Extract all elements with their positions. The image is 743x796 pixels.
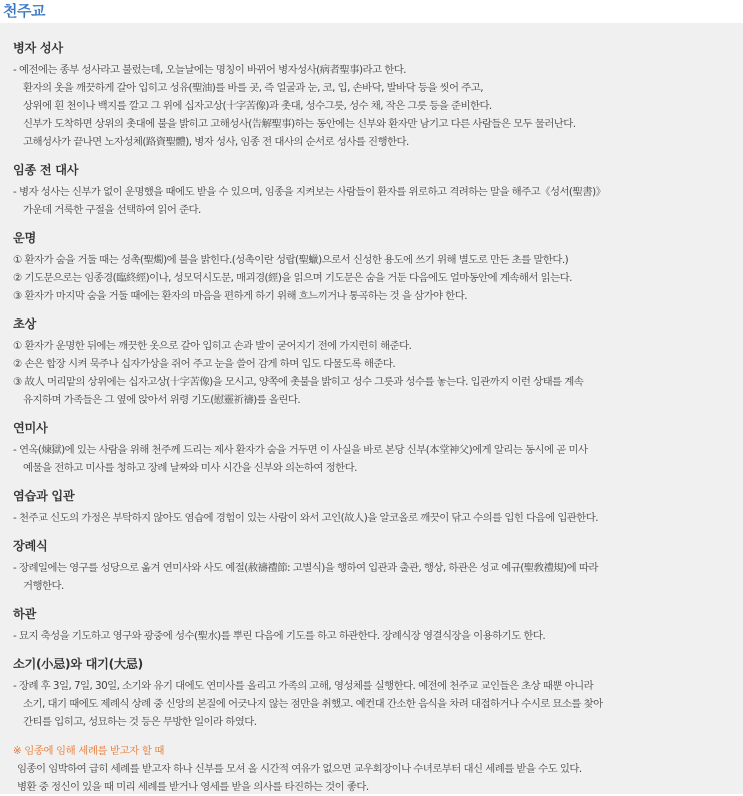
section (13, 40, 743, 151)
section-text-line: 유지하며 가족들은 그 옆에 앉아서 위령 기도(慰靈祈禱)를 올린다. (23, 394, 301, 406)
section-text-line: - 장례 후 3일, 7일, 30일, 소기와 유기 대에도 연미사를 올리고 가족의 고해, 영성체를 실행한다. 예전에 천주교 교인들은 초상 때뿐 아니라 (13, 680, 594, 692)
section (13, 488, 743, 527)
warning-body (13, 760, 743, 796)
content-panel (0, 23, 743, 794)
section-text-line: - 천주교 신도의 가정은 부탁하지 않아도 염습에 경험이 있는 사람이 와서 고인(故人)을 알코올로 깨끗이 닦고 수의를 입힌 다음에 입관한다. (13, 512, 599, 524)
section-text-line: 간티를 입히고, 성묘하는 것 등은 무방한 일이라 하였다. (23, 716, 257, 728)
section-title: 소기(小忌)와 대기(大忌) (13, 657, 143, 671)
section-text-line: - 예전에는 종부 성사라고 불렀는데, 오늘날에는 명칭이 바뀌어 병자성사(病者聖事)라고 한다. (13, 64, 406, 76)
section-text-line: 신부가 도착하면 상위의 촛대에 불을 밝히고 고해성사(告解聖事)하는 동안에는 신부와 환자만 남기고 다른 사람들은 모두 물러난다. (23, 118, 576, 130)
section-text-line: ② 기도문으로는 임종경(臨終經)이나, 성모덕시도문, 매괴경(經)을 읽으며 기도문은 숨을 거둔 다음에도 얼마동안에 계속해서 읽는다. (13, 272, 572, 284)
section-text-line: 환자의 옷을 깨끗하게 갈아 입히고 성유(聖油)를 바를 곳, 즉 얼굴과 눈, 코, 입, 손바닥, 발바닥 등을 씻어 주고, (23, 82, 484, 94)
section-text-line: 예물을 전하고 미사를 청하고 장례 날짜와 미사 시간을 신부와 의논하여 정한다. (23, 462, 357, 474)
page-title: 천주교 (3, 2, 45, 20)
warning-title: ※ 임종에 임해 세례를 받고자 할 때 (13, 745, 165, 757)
section-text-line: 고해성사가 끝나면 노자성체(路資聖體), 병자 성사, 임종 전 대사의 순서로 성사를 진행한다. (23, 136, 409, 148)
section-text-line: - 병자 성사는 신부가 없이 운명했을 때에도 받을 수 있으며, 임종을 지켜보는 사람들이 환자를 위로하고 격려하는 말을 해주고《성서(聖書)》 (13, 186, 606, 198)
section (13, 420, 743, 477)
section-text-line: 소기, 대기 때에도 제례식 상례 중 신앙의 본질에 어긋나지 않는 점만을 취했고. 예컨대 간소한 음식을 차려 대접하거나 수시로 묘소를 찾아 (23, 698, 603, 710)
section (13, 316, 743, 409)
section-text-line: - 묘지 축성을 기도하고 영구와 광중에 성수(聖水)를 뿌린 다음에 기도를 하고 하관한다. 장례식장 영결식장을 이용하기도 한다. (13, 630, 546, 642)
section (13, 656, 743, 731)
section-text-line: ③ 환자가 마지막 숨을 거둘 때에는 환자의 마음을 편하게 하기 위해 흐느끼거나 통곡하는 것 을 삼가야 한다. (13, 290, 468, 302)
section (13, 538, 743, 595)
section-text-line: ③ 故人 머리맡의 상위에는 십자고상(十字苦像)을 모시고, 양쪽에 촛불을 밝히고 성수 그릇과 성수를 놓는다. 입관까지 이런 상태를 계속 (13, 376, 584, 388)
sections-container (13, 40, 743, 731)
section-text-line: - 장례일에는 영구를 성당으로 옮겨 연미사와 사도 예절(赦禱禮節: 고별식)을 행하여 입관과 출관, 행상, 하관은 성교 예규(聖敎禮規)에 따라 (13, 562, 598, 574)
section-title: 연미사 (13, 421, 48, 435)
section-text-line: 가운데 거룩한 구절을 선택하여 읽어 준다. (23, 204, 201, 216)
section-text-line: 상위에 흰 천이나 백지를 깔고 그 위에 십자고상(十字苦像)과 촛대, 성수그릇, 성수 채, 작은 그릇 등을 준비한다. (23, 100, 492, 112)
section (13, 162, 743, 219)
section-title: 병자 성사 (13, 41, 63, 55)
section (13, 606, 743, 645)
section-title: 염습과 입관 (13, 489, 75, 503)
section-title: 하관 (13, 607, 36, 621)
section-text-line: - 연옥(煉獄)에 있는 사람을 위해 천주께 드리는 제사 환자가 숨을 거두면 이 사실을 바로 본당 신부(本堂神父)에게 알리는 동시에 곧 미사 (13, 444, 588, 456)
section-title: 장례식 (13, 539, 48, 553)
section-text-line: ② 손은 합장 시켜 묵주나 십자가상을 쥐어 주고 눈을 쓸어 감게 하며 입도 다물도록 해준다. (13, 358, 396, 370)
section-text-line: ① 환자가 숨을 거둘 때는 성촉(聖燭)에 불을 밝힌다.(성촉이란 성랍(聖蠟)으로서 신성한 용도에 쓰기 위해 별도로 만든 초를 말한다.) (13, 254, 569, 266)
section (13, 230, 743, 305)
section-text-line: ① 환자가 운명한 뒤에는 깨끗한 옷으로 갈아 입히고 손과 발이 굳어지기 전에 가지런히 해준다. (13, 340, 412, 352)
section-title: 초상 (13, 317, 36, 331)
warning-text-line: 임종이 임박하여 급히 세례를 받고자 하나 신부를 모셔 올 시간적 여유가 없으면 교우회장이나 수녀로부터 대신 세례를 받을 수도 있다. (17, 763, 582, 775)
warning-note (13, 742, 743, 796)
warning-text-line: 병환 중 정신이 있을 때 미리 세례를 받거나 영세를 받을 의사를 타진하는 것이 좋다. (17, 781, 369, 793)
section-text-line: 거행한다. (23, 580, 64, 592)
section-title: 임종 전 대사 (13, 163, 79, 177)
section-title: 운명 (13, 231, 36, 245)
